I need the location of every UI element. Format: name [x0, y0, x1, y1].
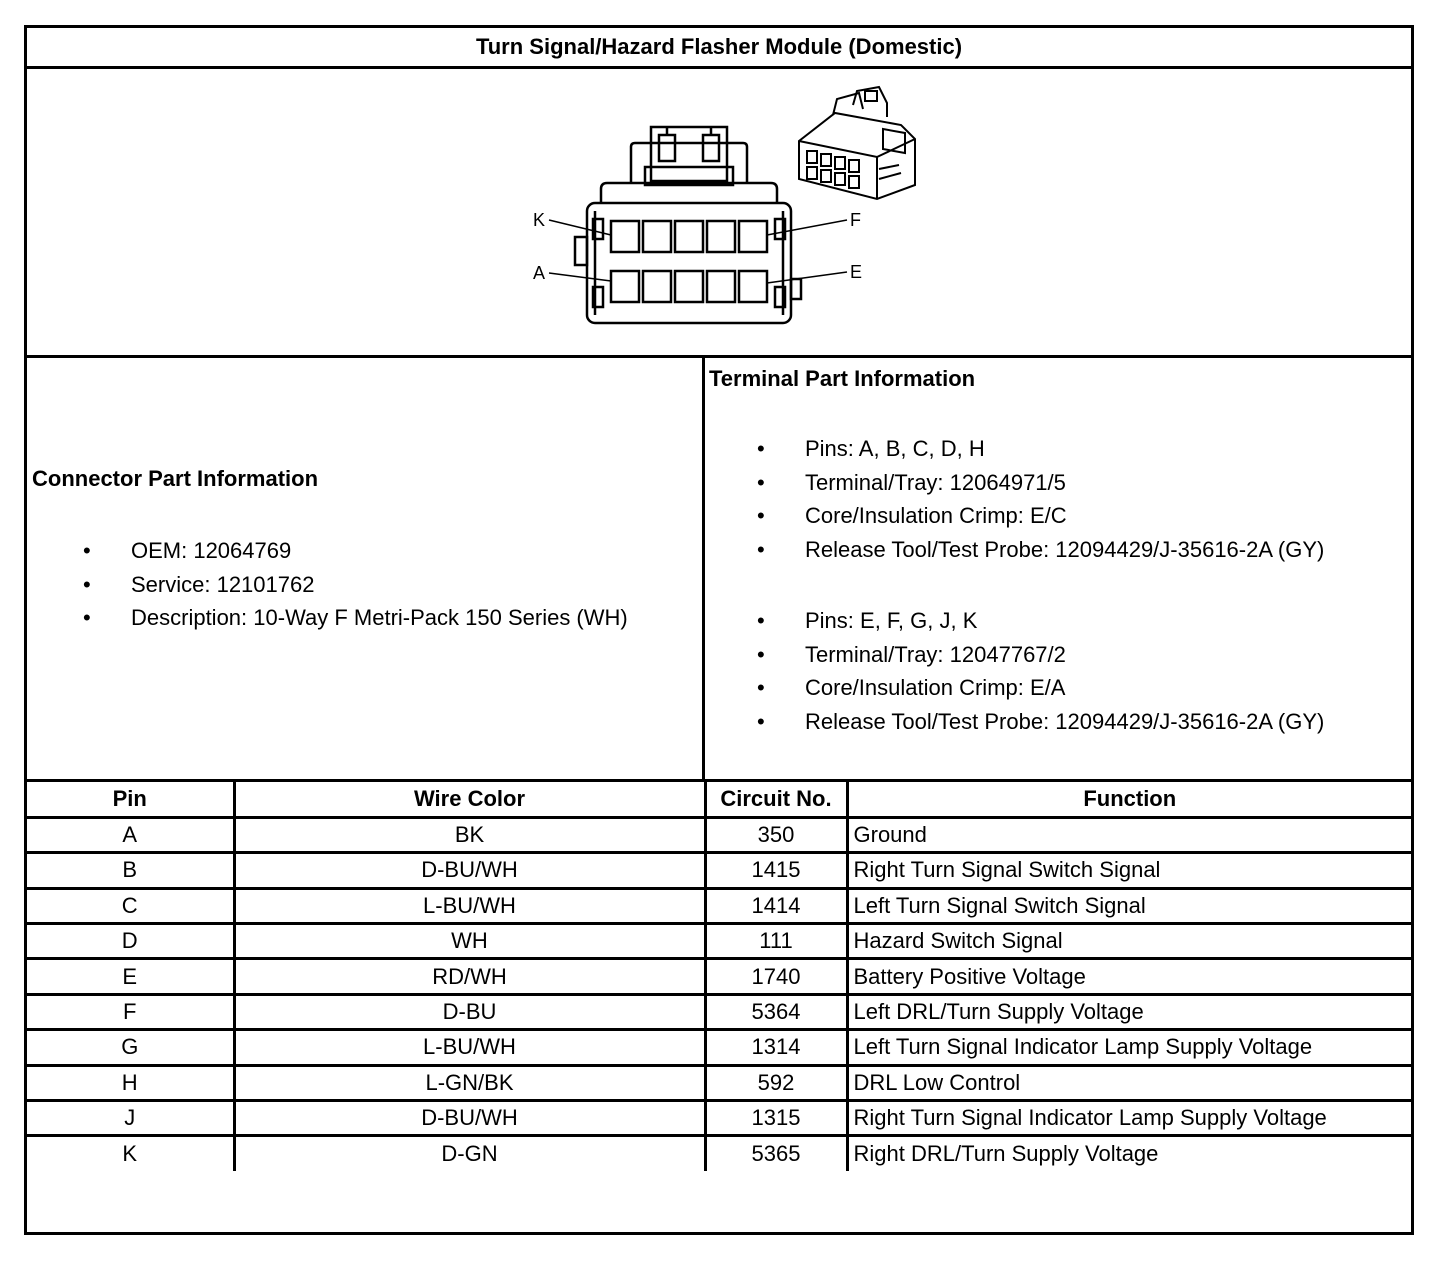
leader-k	[549, 220, 611, 235]
table-row	[27, 1030, 1411, 1065]
circuit-cell: 111	[705, 924, 847, 959]
pin-label-k: K	[533, 210, 546, 230]
pin-cell: B	[27, 853, 234, 888]
connector-isometric-drawing	[799, 87, 915, 199]
circuit-cell: 5364	[705, 994, 847, 1029]
table-row	[27, 1065, 1411, 1100]
cavity-h	[675, 221, 703, 252]
list-item: • Pins: E, F, G, J, K	[757, 604, 1324, 638]
part-information-section	[27, 358, 1411, 782]
circuit-cell: 5365	[705, 1136, 847, 1171]
wire-color-cell: D-BU/WH	[234, 853, 705, 888]
column-header-wire-color: Wire Color	[234, 782, 705, 817]
pin-cell: C	[27, 888, 234, 923]
function-cell: Battery Positive Voltage	[847, 959, 1411, 994]
function-cell: Hazard Switch Signal	[847, 924, 1411, 959]
cavity-k	[611, 221, 639, 252]
leader-e	[767, 272, 847, 283]
function-cell: Left Turn Signal Indicator Lamp Supply Voltage	[847, 1030, 1411, 1065]
pin-cell: J	[27, 1101, 234, 1136]
table-row	[27, 959, 1411, 994]
terminal-info-list-2	[757, 604, 1324, 738]
pin-cell: F	[27, 994, 234, 1029]
list-item: • Service: 12101762	[83, 568, 628, 602]
circuit-cell: 350	[705, 817, 847, 852]
list-item: • Terminal/Tray: 12047767/2	[757, 638, 1324, 672]
function-cell: Right DRL/Turn Supply Voltage	[847, 1136, 1411, 1171]
wire-color-cell: RD/WH	[234, 959, 705, 994]
table-row	[27, 817, 1411, 852]
function-cell: Right Turn Signal Switch Signal	[847, 853, 1411, 888]
circuit-cell: 1415	[705, 853, 847, 888]
function-cell: Ground	[847, 817, 1411, 852]
terminal-info-heading: Terminal Part Information	[709, 366, 976, 391]
pin-cell: H	[27, 1065, 234, 1100]
list-item: • Pins: A, B, C, D, H	[757, 432, 1324, 466]
page-title: Turn Signal/Hazard Flasher Module (Domestic)	[27, 28, 1411, 69]
pin-cell: E	[27, 959, 234, 994]
pin-cell: A	[27, 817, 234, 852]
connector-diagram	[27, 69, 1411, 358]
wire-color-cell: L-BU/WH	[234, 888, 705, 923]
wire-color-cell: L-GN/BK	[234, 1065, 705, 1100]
terminal-part-info	[705, 358, 1411, 779]
wire-color-cell: D-BU/WH	[234, 1101, 705, 1136]
cavity-b	[643, 271, 671, 302]
wire-color-cell: D-GN	[234, 1136, 705, 1171]
table-header-row	[27, 782, 1411, 817]
function-cell: Left DRL/Turn Supply Voltage	[847, 994, 1411, 1029]
cavity-g	[707, 221, 735, 252]
pin-label-e: E	[850, 262, 863, 282]
list-item: • Terminal/Tray: 12064971/5	[757, 466, 1324, 500]
pin-cell: G	[27, 1030, 234, 1065]
leader-a	[549, 273, 611, 281]
circuit-cell: 1414	[705, 888, 847, 923]
pin-label-a: A	[533, 263, 546, 283]
list-item: • OEM: 12064769	[83, 534, 628, 568]
connector-info-heading: Connector Part Information	[32, 466, 319, 491]
table-row	[27, 924, 1411, 959]
table-row	[27, 888, 1411, 923]
circuit-cell: 592	[705, 1065, 847, 1100]
pin-cell: D	[27, 924, 234, 959]
list-item: • Core/Insulation Crimp: E/C	[757, 499, 1324, 533]
column-header-circuit-no: Circuit No.	[705, 782, 847, 817]
list-item: • Release Tool/Test Probe: 12094429/J-35616-2A (GY)	[757, 533, 1324, 567]
column-header-pin: Pin	[27, 782, 234, 817]
wire-color-cell: L-BU/WH	[234, 1030, 705, 1065]
column-header-function: Function	[847, 782, 1411, 817]
wire-color-cell: D-BU	[234, 994, 705, 1029]
function-cell: Right Turn Signal Indicator Lamp Supply Voltage	[847, 1101, 1411, 1136]
cavity-f	[739, 221, 767, 252]
wire-color-cell: BK	[234, 817, 705, 852]
list-item: • Description: 10-Way F Metri-Pack 150 Series (WH)	[83, 601, 628, 635]
connector-sheet	[24, 25, 1414, 1235]
table-row	[27, 1136, 1411, 1171]
cavity-a	[611, 271, 639, 302]
function-cell: DRL Low Control	[847, 1065, 1411, 1100]
list-item: • Core/Insulation Crimp: E/A	[757, 671, 1324, 705]
pin-cell: K	[27, 1136, 234, 1171]
cavity-c	[675, 271, 703, 302]
table-row	[27, 1101, 1411, 1136]
leader-f	[767, 220, 847, 235]
pin-label-f: F	[850, 210, 861, 230]
connector-face-drawing	[27, 69, 1411, 355]
connector-part-info	[27, 358, 705, 779]
cavity-d	[707, 271, 735, 302]
pinout-table	[27, 782, 1411, 1171]
cavity-e	[739, 271, 767, 302]
table-row	[27, 994, 1411, 1029]
table-row	[27, 853, 1411, 888]
cavity-j	[643, 221, 671, 252]
circuit-cell: 1314	[705, 1030, 847, 1065]
connector-info-list	[83, 534, 628, 635]
circuit-cell: 1740	[705, 959, 847, 994]
circuit-cell: 1315	[705, 1101, 847, 1136]
wire-color-cell: WH	[234, 924, 705, 959]
list-item: • Release Tool/Test Probe: 12094429/J-35616-2A (GY)	[757, 705, 1324, 739]
terminal-info-list-1	[757, 432, 1324, 566]
function-cell: Left Turn Signal Switch Signal	[847, 888, 1411, 923]
